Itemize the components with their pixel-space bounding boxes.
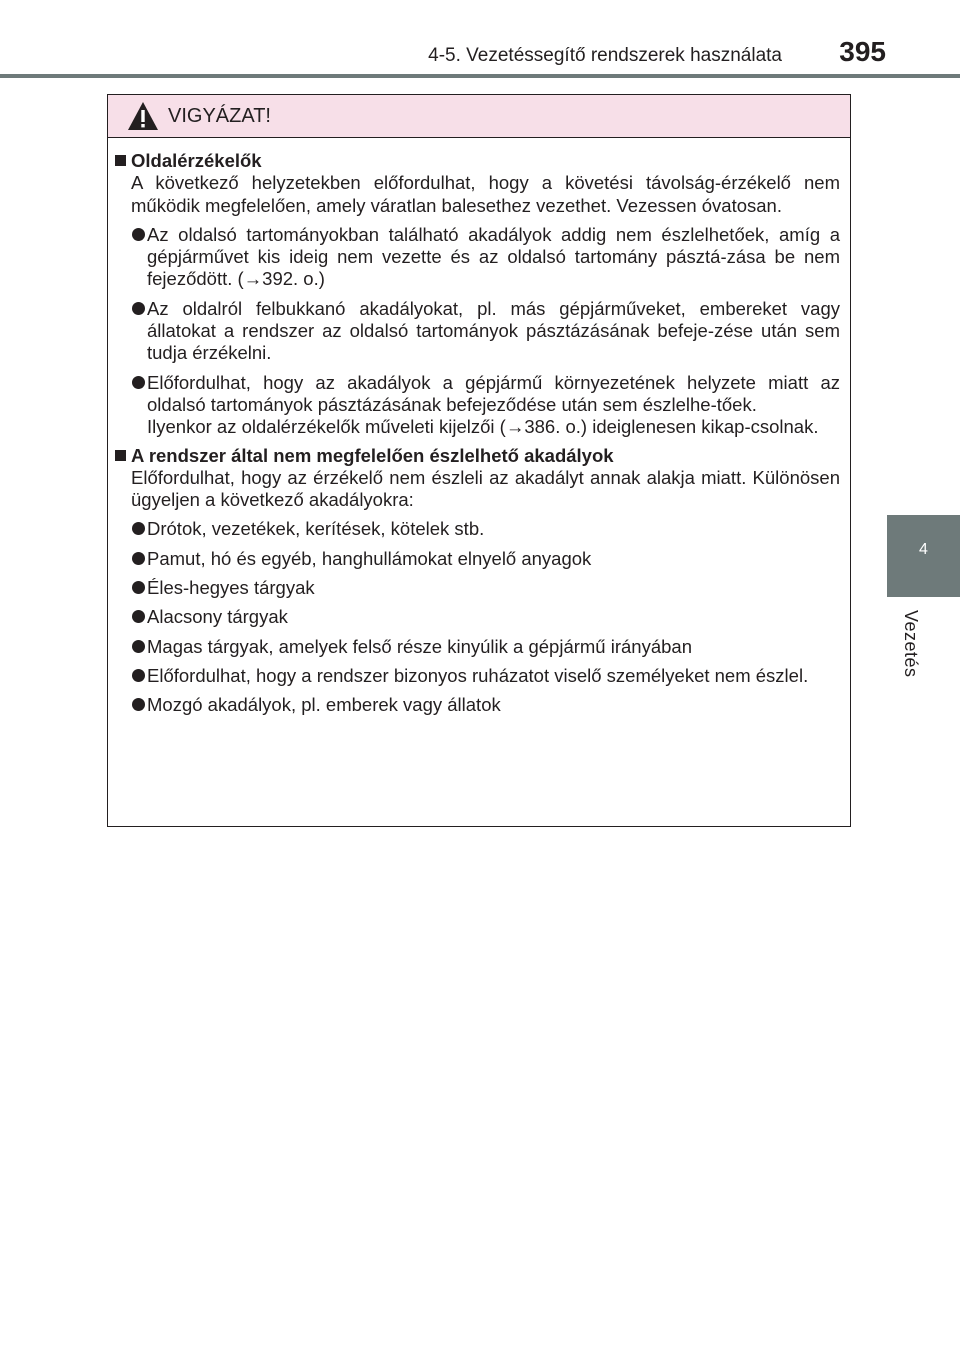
list-item [131, 298, 840, 365]
circle-bullet-icon [132, 522, 145, 535]
list-item [131, 548, 840, 570]
list-item-text: Pamut, hó és egyéb, hanghullámokat elnyelő anyagok [147, 547, 592, 569]
caution-box [107, 94, 851, 827]
list-item-text: Előfordulhat, hogy a rendszer bizonyos ruházatot viselő személyeket nem észlel. [147, 664, 809, 686]
caution-title: VIGYÁZAT! [168, 105, 271, 127]
chapter-tab [887, 515, 960, 597]
list-item-text: Magas tárgyak, amelyek felső része kinyúlik a gépjármű irányában [147, 635, 692, 657]
circle-bullet-icon [132, 610, 145, 623]
list-item-text: Éles-hegyes tárgyak [147, 577, 315, 599]
list-item-text: Ilyenkor az oldalérzékelők műveleti kijelzői (→386. o.) ideiglenesen kikap-csolnak. [147, 416, 819, 438]
section-text: Előfordulhat, hogy az érzékelő nem észleli az akadályt annak alakja miatt. Különösen ügyeljen a következő akadályokra: [131, 466, 840, 511]
circle-bullet-icon [132, 669, 145, 682]
list-item-text: Az oldalról felbukkanó akadályokat, pl. más gépjárműveket, embereket vagy állatokat a rendszer az oldalsó tartományok pásztázásának befeje-zése után sem tudja érzékelni. [147, 297, 840, 364]
list-item-text: Előfordulhat, hogy az akadályok a gépjármű környezetének helyzete miatt az oldalsó tartományok pásztázásának befejeződése után sem észlelhe-tőek. [147, 371, 840, 415]
section-heading [114, 445, 840, 467]
square-bullet-icon [115, 155, 126, 166]
caution-header [108, 95, 850, 138]
section-heading [114, 150, 840, 172]
list-item-text: Drótok, vezetékek, kerítések, kötelek stb. [147, 518, 485, 540]
list-item-text: Alacsony tárgyak [147, 606, 288, 628]
list-item-text: Az oldalsó tartományokban található akadályok addig nem észlelhetőek, amíg a gépjárművet kis ideig nem vezette és az oldalsó tartomány pásztá-zása be nem fejeződött. (→392. o.) [147, 223, 840, 290]
list-item [131, 372, 840, 439]
list-item [131, 518, 840, 540]
circle-bullet-icon [132, 376, 145, 389]
chapter-label: Vezetés [901, 610, 921, 678]
caution-body [108, 138, 850, 717]
circle-bullet-icon [132, 698, 145, 711]
header-rule [0, 74, 960, 78]
circle-bullet-icon [132, 552, 145, 565]
circle-bullet-icon [132, 581, 145, 594]
list-item-text: Mozgó akadályok, pl. emberek vagy állatok [147, 694, 501, 716]
list-item [131, 636, 840, 658]
list-item [131, 665, 840, 687]
square-bullet-icon [115, 450, 126, 461]
section-heading-text: Oldalérzékelők [131, 150, 262, 171]
circle-bullet-icon [132, 640, 145, 653]
section-heading-text: A rendszer által nem megfelelően észlelhető akadályok [131, 444, 614, 466]
circle-bullet-icon [132, 228, 145, 241]
list-item [131, 224, 840, 291]
list-item [131, 577, 840, 599]
chapter-number: 4 [919, 541, 928, 558]
running-header: 4-5. Vezetéssegítő rendszerek használata [428, 45, 782, 66]
page-number: 395 [839, 36, 886, 67]
circle-bullet-icon [132, 302, 145, 315]
list-item [131, 606, 840, 628]
warning-triangle-icon [127, 101, 159, 131]
section-text: A következő helyzetekben előfordulhat, hogy a követési távolság-érzékelő nem működik megfelelően, amely váratlan balesethez vezethet. Vezessen óvatosan. [131, 172, 840, 216]
list-item [131, 694, 840, 716]
